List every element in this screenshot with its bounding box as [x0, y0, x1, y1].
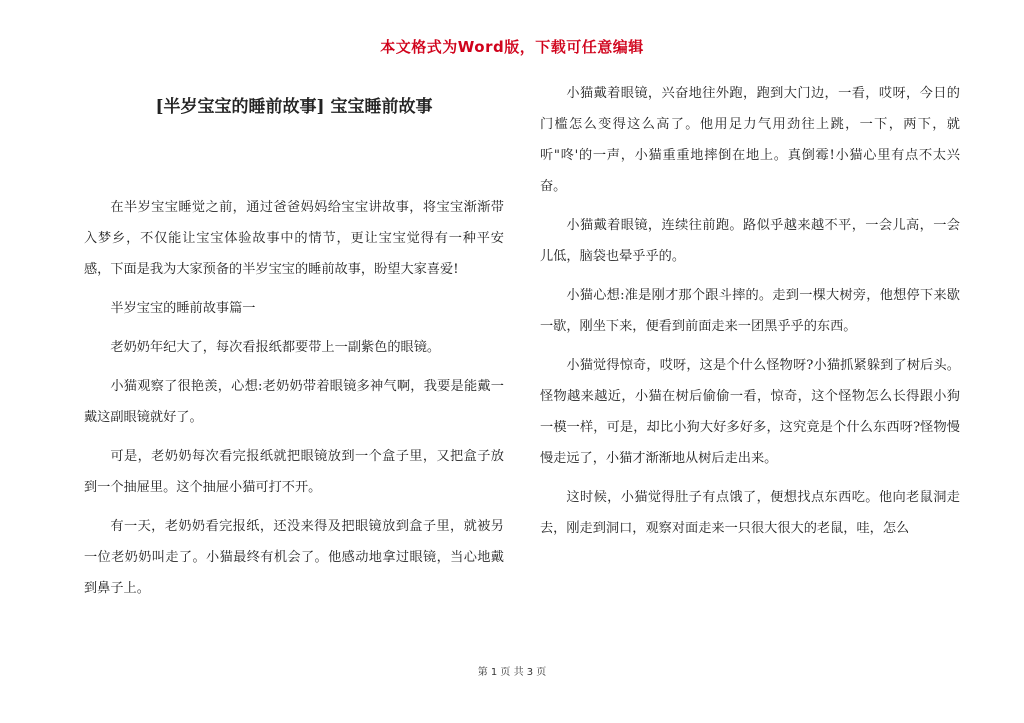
page-title: [半岁宝宝的睡前故事] 宝宝睡前故事 [155, 97, 433, 117]
paragraph: 有一天，老奶奶看完报纸，还没来得及把眼镜放到盒子里，就被另一位老奶奶叫走了。小猫最终有机会了。他感动地拿过眼镜，当心地戴到鼻子上。 [84, 519, 504, 596]
paragraph: 小猫心想:准是刚才那个跟斗摔的。走到一棵大树旁，他想停下来歇一歇，刚坐下来，便看到前面走来一团黑乎乎的东西。 [540, 288, 960, 334]
right-column [540, 78, 960, 552]
paragraph: 在半岁宝宝睡觉之前，通过爸爸妈妈给宝宝讲故事，将宝宝渐渐带入梦乡，不仅能让宝宝体验故事中的情节，更让宝宝觉得有一种平安感，下面是我为大家预备的半岁宝宝的睡前故事，盼望大家喜爱! [84, 200, 504, 277]
paragraph: 小猫觉得惊奇，哎呀，这是个什么怪物呀?小猫抓紧躲到了树后头。怪物越来越近，小猫在树后偷偷一看，惊奇，这个怪物怎么长得跟小狗一模一样，可是，却比小狗大好多好多，这究竟是个什么东西呀?怪物慢慢走远了，小猫才渐渐地从树后走出来。 [540, 358, 960, 466]
paragraph: 可是，老奶奶每次看完报纸就把眼镜放到一个盒子里，又把盒子放到一个抽屉里。这个抽屉小猫可打不开。 [84, 449, 504, 495]
paragraph: 小猫观察了很艳羡，心想:老奶奶带着眼镜多神气啊，我要是能戴一戴这副眼镜就好了。 [84, 379, 504, 425]
paragraph: 小猫戴着眼镜，连续往前跑。路似乎越来越不平，一会儿高，一会儿低，脑袋也晕乎乎的。 [540, 218, 960, 264]
left-column [84, 78, 504, 612]
paragraph: 小猫戴着眼镜，兴奋地往外跑，跑到大门边，一看，哎呀，今日的门槛怎么变得这么高了。他用足力气用劲往上跳，一下，两下，就听"咚'的一声，小猫重重地摔倒在地上。真倒霉!小猫心里有点不太兴奋。 [540, 86, 960, 194]
page-number: 第 1 页 共 3 页 [477, 667, 547, 678]
paragraph: 老奶奶年纪大了，每次看报纸都要带上一副紫色的眼镜。 [110, 340, 441, 355]
section-heading: 半岁宝宝的睡前故事篇一 [110, 301, 256, 316]
paragraph: 这时候，小猫觉得肚子有点饿了，便想找点东西吃。他向老鼠洞走去，刚走到洞口，观察对面走来一只很大很大的老鼠，哇，怎么 [540, 490, 960, 536]
download-banner: 本文格式为Word版，下载可任意编辑 [380, 38, 644, 56]
